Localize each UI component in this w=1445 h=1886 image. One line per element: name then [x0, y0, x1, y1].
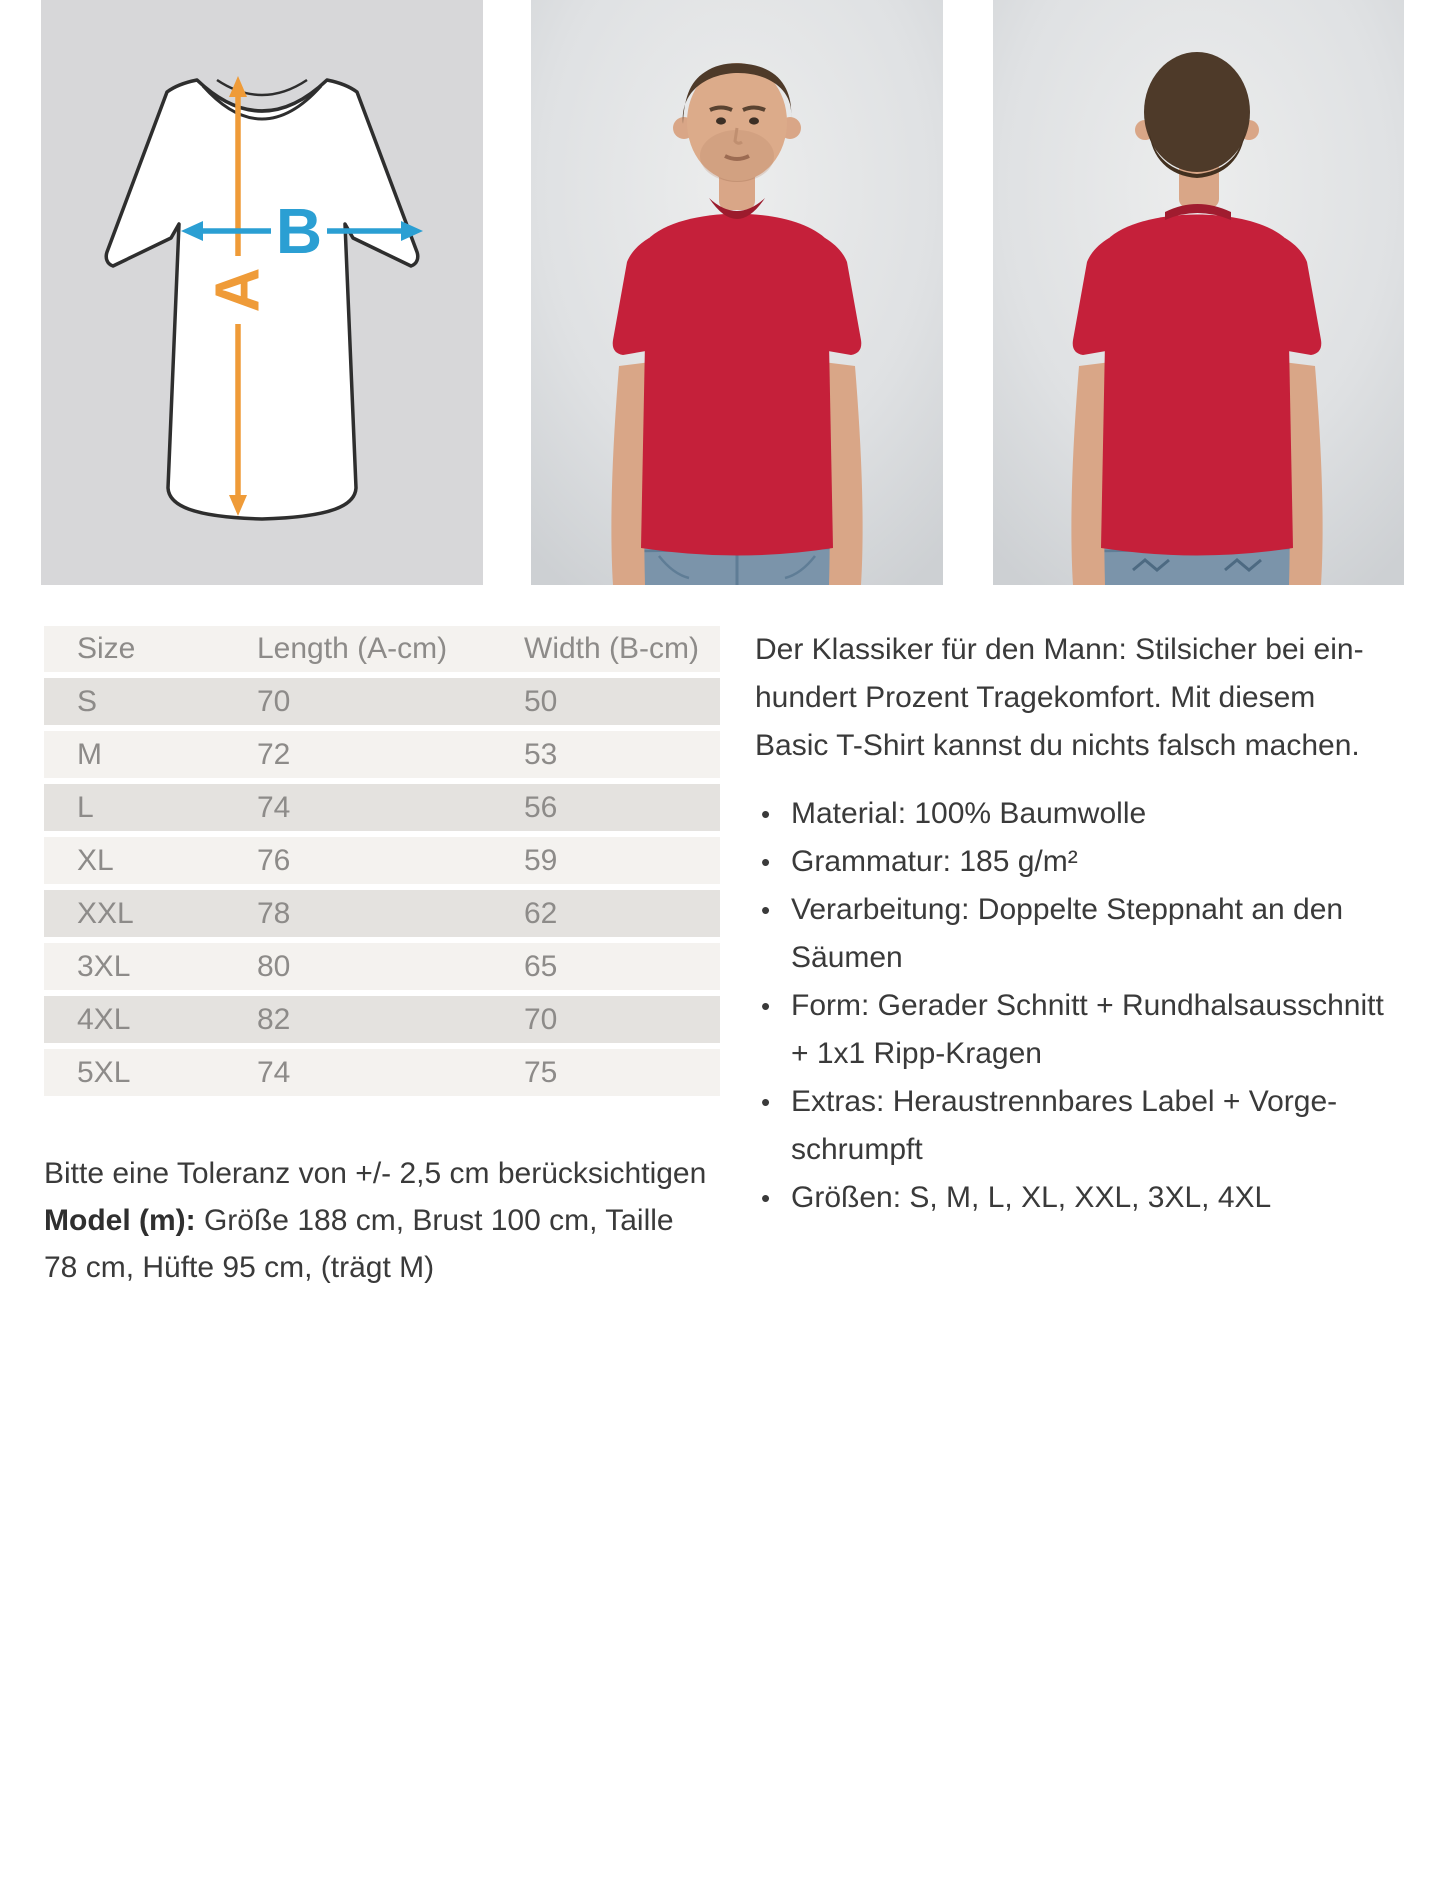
model-info-line1: Größe 188 cm, Brust 100 cm, Taille: [195, 1204, 674, 1237]
bullet-text: Verarbeitung: Doppelte Steppnaht an den: [791, 893, 1344, 926]
size-table: [44, 626, 720, 1096]
bullet-text: Extras: Heraustrennbares Label + Vorge-: [791, 1085, 1338, 1118]
cell-width: 75: [524, 1055, 558, 1089]
cell-length: 80: [257, 949, 291, 983]
bullet-item-grammatur: [755, 838, 1407, 886]
model-back-illustration: [993, 0, 1404, 585]
bullet-item-groessen: [755, 1174, 1407, 1222]
label-a: A: [203, 267, 273, 313]
model-front-photo: [531, 0, 943, 585]
product-description: [755, 626, 1407, 1222]
cell-length: 72: [257, 737, 291, 771]
cell-size: M: [77, 737, 102, 771]
tshirt-measure-diagram: [41, 0, 483, 585]
col-header-length: Length (A-cm): [257, 632, 448, 665]
table-row: [44, 837, 720, 884]
cell-width: 53: [524, 737, 558, 771]
bullet-icon: •: [761, 991, 771, 1021]
description-line: Der Klassiker für den Mann: Stilsicher bei ein-: [755, 633, 1364, 666]
table-row: [44, 943, 720, 990]
cell-length: 78: [257, 896, 291, 930]
col-header-width: Width (B-cm): [524, 632, 699, 665]
cell-size: XXL: [77, 896, 134, 930]
cell-width: 62: [524, 896, 558, 930]
bullet-text: Form: Gerader Schnitt + Rundhalsausschnitt: [791, 989, 1384, 1022]
model-info-line2: 78 cm, Hüfte 95 cm, (trägt M): [44, 1251, 435, 1284]
col-header-size: Size: [77, 632, 136, 665]
cell-width: 56: [524, 790, 558, 824]
bullet-item-form: [755, 982, 1407, 1078]
table-row: [44, 890, 720, 937]
model-front-illustration: [531, 0, 943, 585]
details-section: [0, 626, 1445, 1291]
bullet-icon: •: [761, 1183, 771, 1213]
cell-size: 3XL: [77, 949, 131, 983]
cell-size: XL: [77, 843, 114, 877]
table-row: [44, 678, 720, 725]
bullet-icon: •: [761, 847, 771, 877]
model-info: [44, 1197, 720, 1291]
cell-length: 74: [257, 1055, 291, 1089]
cell-width: 50: [524, 684, 558, 718]
bullet-text-wrap: schrumpft: [791, 1133, 923, 1166]
collar-back-line: [217, 80, 307, 95]
tolerance-note: Bitte eine Toleranz von +/- 2,5 cm berücksichtigen: [44, 1157, 707, 1190]
bullet-icon: •: [761, 895, 771, 925]
bullet-text-wrap: Säumen: [791, 941, 903, 974]
bullet-item-verarbeitung: [755, 886, 1407, 982]
table-row: [44, 784, 720, 831]
product-media-row: [0, 0, 1445, 585]
bullet-item-extras: [755, 1078, 1407, 1174]
description-paragraph: [755, 626, 1407, 770]
size-diagram-image: [41, 0, 483, 585]
cell-length: 82: [257, 1002, 291, 1036]
cell-size: S: [77, 684, 98, 718]
cell-length: 74: [257, 790, 291, 824]
cell-length: 76: [257, 843, 291, 877]
table-header-row: [44, 626, 720, 672]
bullet-icon: •: [761, 799, 771, 829]
description-line: Basic T-Shirt kannst du nichts falsch machen.: [755, 729, 1360, 762]
model-info-label: Model (m):: [44, 1204, 196, 1237]
cell-size: 5XL: [77, 1055, 131, 1089]
description-line: hundert Prozent Tragekomfort. Mit diesem: [755, 681, 1316, 714]
bullet-text: Größen: S, M, L, XL, XXL, 3XL, 4XL: [791, 1181, 1272, 1214]
cell-width: 65: [524, 949, 558, 983]
cell-size: L: [77, 790, 94, 824]
bullet-item-material: [755, 790, 1407, 838]
cell-width: 70: [524, 1002, 558, 1036]
size-chart-column: [44, 626, 720, 1291]
red-tshirt-back: [1073, 204, 1322, 556]
table-row: [44, 996, 720, 1043]
description-bullets: [755, 790, 1407, 1222]
model-back-photo: [993, 0, 1404, 585]
bullet-text: Grammatur: 185 g/m²: [791, 845, 1078, 878]
cell-size: 4XL: [77, 1002, 131, 1036]
label-b: B: [275, 195, 323, 267]
bullet-text-wrap: + 1x1 Ripp-Kragen: [791, 1037, 1042, 1070]
bullet-text: Material: 100% Baumwolle: [791, 797, 1147, 830]
red-tshirt-front: [613, 198, 862, 556]
bullet-icon: •: [761, 1087, 771, 1117]
measurement-notes: [44, 1150, 720, 1291]
table-row: [44, 731, 720, 778]
table-row: [44, 1049, 720, 1096]
cell-width: 59: [524, 843, 558, 877]
cell-length: 70: [257, 684, 291, 718]
